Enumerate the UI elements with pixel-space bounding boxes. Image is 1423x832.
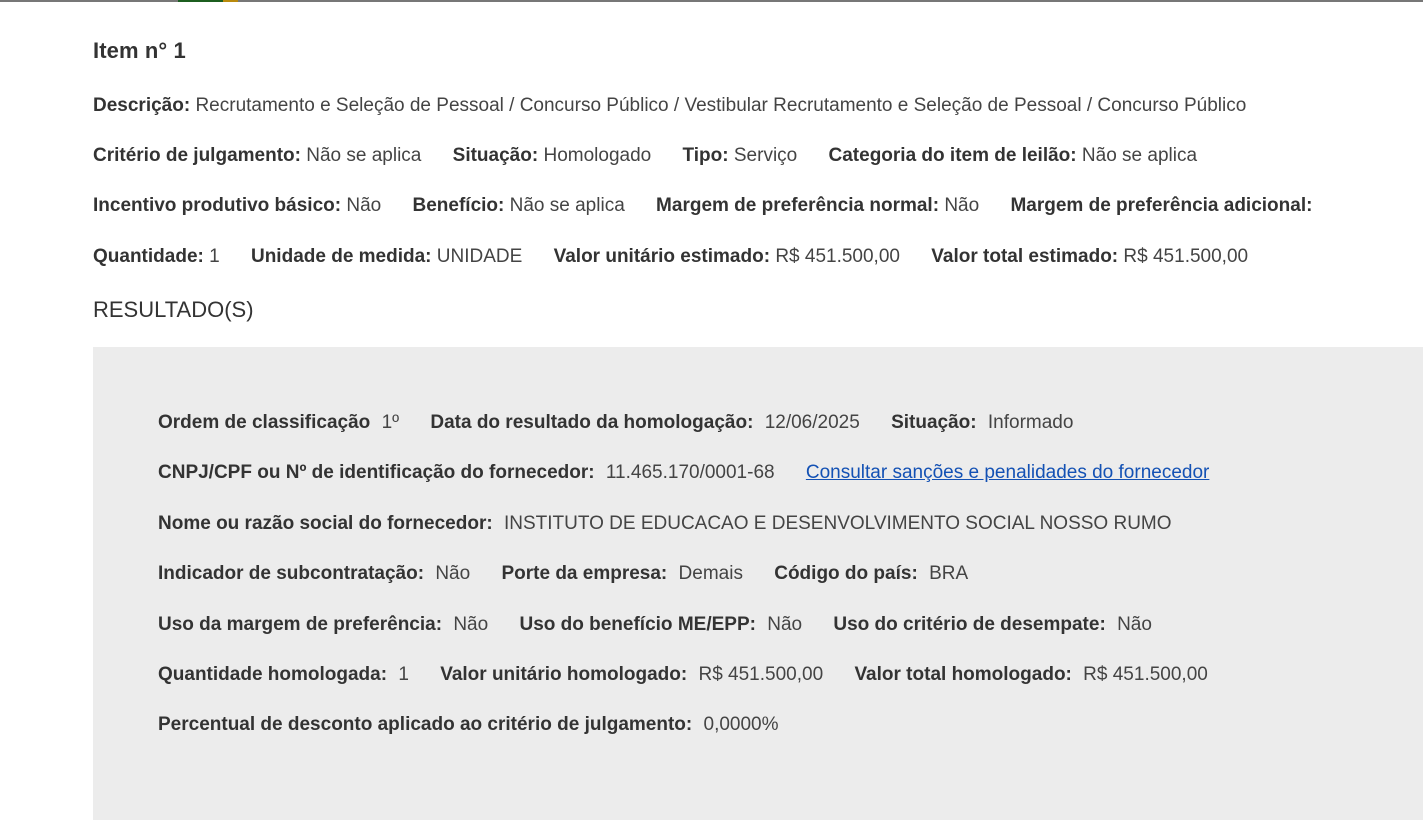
field-label: Categoria do item de leilão: [828, 145, 1077, 166]
field-situacao [453, 145, 657, 166]
field-label: Porte da empresa: [501, 563, 668, 584]
field-beneficio [413, 195, 631, 216]
field-value: R$ 451.500,00 [1083, 664, 1208, 685]
field-value: Informado [987, 412, 1074, 433]
field-value: BRA [929, 563, 969, 584]
field-tipo [683, 145, 803, 166]
field-percentual-desconto [158, 714, 779, 735]
field-value: UNIDADE [436, 246, 523, 267]
field-label: Incentivo produtivo básico: [93, 195, 342, 216]
field-value: Demais [678, 563, 743, 584]
field-beneficio-me [519, 614, 807, 635]
field-label: CNPJ/CPF ou Nº de identificação do fornecedor: [158, 462, 595, 483]
field-value: 1º [381, 412, 400, 433]
field-label: Ordem de classificação [158, 412, 371, 433]
field-label: Valor total homologado: [854, 664, 1072, 685]
field-value: INSTITUTO DE EDUCACAO E DESENVOLVIMENTO SOCIAL NOSSO RUMO [503, 513, 1172, 534]
field-value: 0,0000% [703, 714, 779, 735]
consult-sanctions-link[interactable]: Consultar sanções e penalidades do fornecedor [805, 462, 1210, 483]
field-label: Indicador de subcontratação: [158, 563, 425, 584]
incentive-line [93, 194, 1338, 218]
field-value: R$ 451.500,00 [1123, 246, 1249, 267]
top-accent-bar [0, 0, 1423, 2]
field-label: Nome ou razão social do fornecedor: [158, 513, 493, 534]
field-margem-pref [158, 614, 493, 635]
field-value: Não [346, 195, 382, 216]
field-label: Critério de julgamento: [93, 145, 301, 166]
field-qtd-homologada [158, 664, 414, 685]
field-label: Quantidade homologada: [158, 664, 388, 685]
field-label: Valor total estimado: [931, 246, 1119, 267]
field-value: Não [944, 195, 980, 216]
field-pais [774, 563, 968, 584]
field-margem-normal [656, 195, 984, 216]
field-label: Margem de preferência normal: [656, 195, 940, 216]
result-preference-line [158, 613, 1178, 637]
field-label: Uso do benefício ME/EPP: [519, 614, 756, 635]
field-label: Benefício: [412, 195, 505, 216]
field-label: Uso da margem de preferência: [158, 614, 443, 635]
field-value: Serviço [733, 145, 798, 166]
field-value: Não se aplica [1081, 145, 1198, 166]
field-porte [501, 563, 748, 584]
field-value: 1 [398, 664, 409, 685]
results-heading: RESULTADO(S) [93, 297, 254, 322]
field-label: Margem de preferência adicional: [1010, 195, 1313, 216]
result-values-line [158, 663, 1234, 687]
field-label: Valor unitário estimado: [553, 246, 771, 267]
field-descricao [93, 95, 1246, 116]
field-categoria [829, 145, 1198, 166]
field-data-homologacao [430, 412, 865, 433]
field-value: Não se aplica [306, 145, 422, 166]
field-nome [158, 513, 1172, 534]
field-quantidade [93, 246, 225, 267]
field-valor-total-homologado [854, 664, 1207, 685]
field-desempate [833, 614, 1152, 635]
result-company-line [158, 562, 994, 586]
field-label: Quantidade: [93, 246, 204, 267]
criteria-line [93, 144, 1223, 168]
field-label: Situação: [891, 412, 977, 433]
field-value: Não se aplica [509, 195, 625, 216]
field-label: Data do resultado da homologação: [430, 412, 754, 433]
results-panel [93, 347, 1423, 820]
field-margem-adicional [1010, 195, 1312, 216]
field-value: Não [435, 563, 471, 584]
field-value: 1 [209, 246, 220, 267]
field-value: R$ 451.500,00 [698, 664, 824, 685]
field-valor-total [931, 246, 1248, 267]
field-value: Recrutamento e Seleção de Pessoal / Concurso Público / Vestibular Recrutamento e Seleção de Pessoal / Concurso Público [195, 95, 1247, 116]
field-label: Descrição: [93, 95, 191, 116]
accent-green-segment [178, 0, 223, 2]
field-value: Não [453, 614, 489, 635]
item-title: Item n° 1 [93, 38, 186, 63]
field-label: Tipo: [682, 145, 729, 166]
result-supplier-name-line [158, 512, 1198, 536]
result-classification-line [158, 411, 1099, 435]
field-value: Homologado [543, 145, 652, 166]
field-label: Situação: [452, 145, 539, 166]
result-supplier-id-line [158, 461, 1209, 485]
field-incentivo [93, 195, 387, 216]
field-value: Não [1117, 614, 1152, 635]
field-label: Uso do critério de desempate: [833, 614, 1106, 635]
field-subcontratacao [158, 563, 475, 584]
accent-yellow-segment [223, 0, 238, 2]
field-label: Percentual de desconto aplicado ao critério de julgamento: [158, 714, 693, 735]
field-value: R$ 451.500,00 [775, 246, 900, 267]
field-unidade [251, 246, 528, 267]
field-valor-unit-homologado [440, 664, 828, 685]
quantity-line [93, 245, 1274, 269]
field-value: 12/06/2025 [764, 412, 860, 433]
field-value: Não [767, 614, 803, 635]
field-label: Código do país: [774, 563, 918, 584]
field-label: Unidade de medida: [250, 246, 432, 267]
field-situacao-resultado [891, 412, 1073, 433]
field-cnpj [158, 462, 780, 483]
description-line [93, 94, 1272, 118]
field-valor-unitario [554, 246, 906, 267]
field-ordem [158, 412, 404, 433]
result-discount-line [158, 713, 805, 737]
field-criterio [93, 145, 427, 166]
field-label: Valor unitário homologado: [440, 664, 688, 685]
field-value: 11.465.170/0001-68 [605, 462, 775, 483]
